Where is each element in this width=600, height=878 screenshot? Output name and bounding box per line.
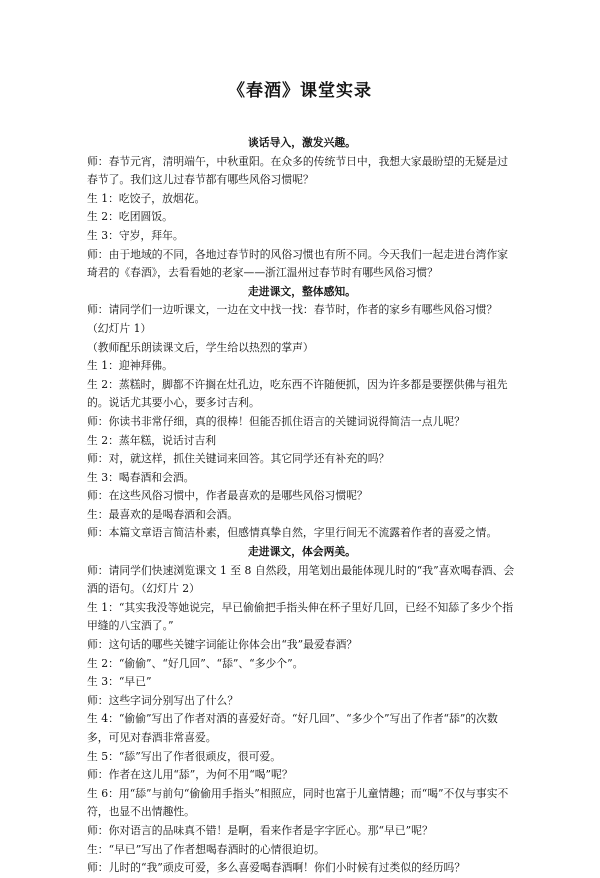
paragraph: 师：作者在这儿用“舔”，为何不用“喝”呢？	[87, 768, 293, 782]
section-heading: 走进课文，整体感知。	[248, 284, 356, 298]
section-heading: 谈话导入，激发兴趣。	[248, 136, 356, 149]
paragraph: 生 1：迎神拜佛。	[87, 359, 173, 373]
paragraph: 师：请同学们快速浏览课文 1 至 8 自然段，用笔划出最能体现儿时的“我”喜欢喝春酒、会酒的语句。（幻灯片 2）	[87, 563, 515, 596]
paragraph: 生：最喜欢的是喝春酒和会酒。	[87, 507, 239, 521]
section-heading: 走进课文，体会两美。	[248, 545, 356, 559]
paragraph: 生 3：喝春酒和会酒。	[87, 470, 195, 484]
paragraph: （教师配乐朗读课文后，学生给以热烈的掌声）	[87, 340, 314, 354]
paragraph: 师：春节元宵，清明端午，中秋重阳。在众多的传统节日中，我想大家最盼望的无疑是过春节了。我们这儿过春节都有哪些风俗习惯呢？	[87, 154, 509, 187]
paragraph: 生 1：“其实我没等她说完，早已偷偷把手指头伸在杯子里好几回，已经不知舔了多少个指甲缝的八宝酒了。”	[87, 600, 514, 633]
paragraph: 师：对，就这样，抓住关键词来回答。其它同学还有补充的吗？	[87, 452, 390, 466]
document-body	[87, 134, 517, 878]
paragraph: 生 3：“早已”	[87, 675, 152, 689]
paragraph: 师：请同学们一边听课文，一边在文中找一找：春节时，作者的家乡有哪些风俗习惯？（幻灯片 1）	[87, 303, 498, 335]
paragraph: 师：这些字词分别写出了什么？	[87, 693, 239, 707]
paragraph: 师：在这些风俗习惯中，作者最喜欢的是哪些风俗习惯呢？	[87, 489, 368, 503]
paragraph: 生 2：“偷偷”、“好几回”、“舔”、“多少个”。	[87, 656, 304, 670]
paragraph: 师：这句话的哪些关键字词能让你体会出“我”最爱春酒？	[87, 638, 358, 652]
paragraph: 生 2：蒸年糕，说话讨吉利	[87, 433, 217, 447]
paragraph: 生 4：“偷偷”写出了作者对酒的喜爱好奇。“好几回”、“多少个”写出了作者“舔”的次数多，可见对春酒非常喜爱。	[87, 712, 498, 744]
paragraph: 生 6：用“舔”与前句“偷偷用手指头”相照应，同时也富于儿童情趣；而“喝”不仅与事实不符，也显不出情趣性。	[87, 786, 509, 819]
paragraph: 生 3：守岁，拜年。	[87, 228, 184, 242]
paragraph: 生 2：吃团圆饭。	[87, 210, 173, 224]
paragraph: 师：本篇文章语言简洁朴素，但感情真挚自然，字里行间无不流露着作者的喜爱之情。	[87, 526, 498, 540]
paragraph: 生：“早已”写出了作者想喝春酒时的心情很迫切。	[87, 842, 325, 856]
paragraph: 生 5：“舔”写出了作者很顽皮，很可爱。	[87, 749, 282, 763]
paragraph: 生 2：蒸糕时，脚都不许搁在灶孔边，吃东西不许随便抓，因为许多都是要摆供佛与祖先的。说话尤其要小心，要多讨吉利。	[87, 377, 508, 410]
page-title: 《春酒》课堂实录	[228, 81, 372, 101]
paragraph: 师：你读书非常仔细，真的很棒！但能否抓住语言的关键词说得简洁一点儿呢？	[87, 414, 465, 428]
paragraph: 师：儿时的“我”顽皮可爱，多么喜爱喝春酒啊！你们小时候有过类似的经历吗？	[87, 861, 466, 875]
paragraph: 师：你对语言的品味真不错！是啊，看来作者是字字匠心。那“早已”呢？	[87, 823, 433, 837]
paragraph: 生 1：吃饺子，放烟花。	[87, 191, 206, 205]
paragraph: 师：由于地域的不同，各地过春节时的风俗习惯也有所不同。今天我们一起走进台湾作家琦君的《春酒》，去看看她的老家——浙江温州过春节时有哪些风俗习惯？	[87, 247, 509, 280]
